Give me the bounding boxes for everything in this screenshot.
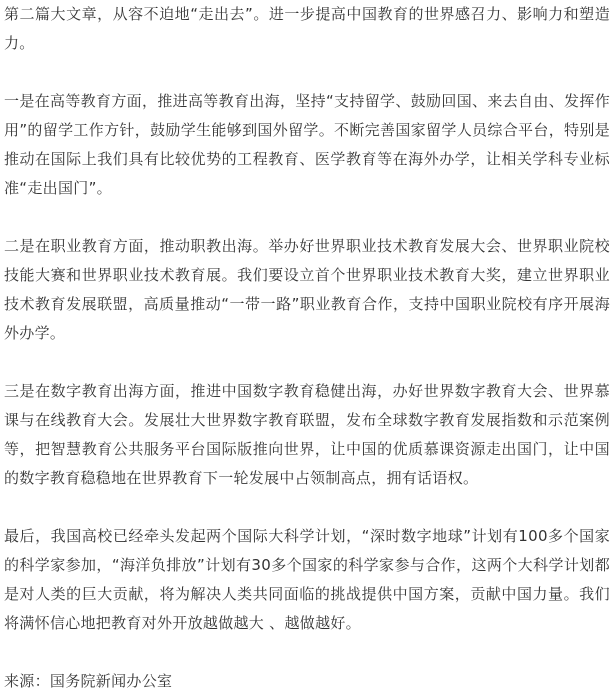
paragraph-conclusion: 最后，我国高校已经牵头发起两个国际大科学计划，“深时数字地球”计划有100多个国家的科学家参加，“海洋负排放”计划有30多个国家的科学家参与合作，这两个大科学计划都是对人类的巨大贡献，将为解决人类共同面临的挑战提供中国方案，贡献中国力量。我们将满怀信心地把教育对外开放越做越大 、越做越好。 <box>4 527 610 632</box>
article-source: 来源：国务院新闻办公室 <box>4 672 173 690</box>
paragraph-intro: 第二篇大文章，从容不迫地“走出去”。进一步提高中国教育的世界感召力、影响力和塑造力。 <box>4 5 610 52</box>
paragraph-digital-education: 三是在数字教育出海方面，推进中国数字教育稳健出海，办好世界数字教育大会、世界慕课与在线教育大会。发展壮大世界数字教育联盟，发布全球数字教育发展指数和示范案例等，把智慧教育公共服务平台国际版推向世界，让中国的优质慕课资源走出国门，让中国的数字教育稳稳地在世界教育下一轮发展中占领制高点，拥有话语权。 <box>4 382 610 487</box>
paragraph-higher-education: 一是在高等教育方面，推进高等教育出海，坚持“支持留学、鼓励回国、来去自由、发挥作用”的留学工作方针，鼓励学生能够到国外留学。不断完善国家留学人员综合平台，特别是推动在国际上我们具有比较优势的工程教育、医学教育等在海外办学，让相关学科专业标准“走出国门”。 <box>4 92 610 197</box>
paragraph-vocational-education: 二是在职业教育方面，推动职教出海。举办好世界职业技术教育发展大会、世界职业院校技能大赛和世界职业技术教育展。我们要设立首个世界职业技术教育大奖，建立世界职业技术教育发展联盟，高质量推动“一带一路”职业教育合作，支持中国职业院校有序开展海外办学。 <box>4 237 610 342</box>
